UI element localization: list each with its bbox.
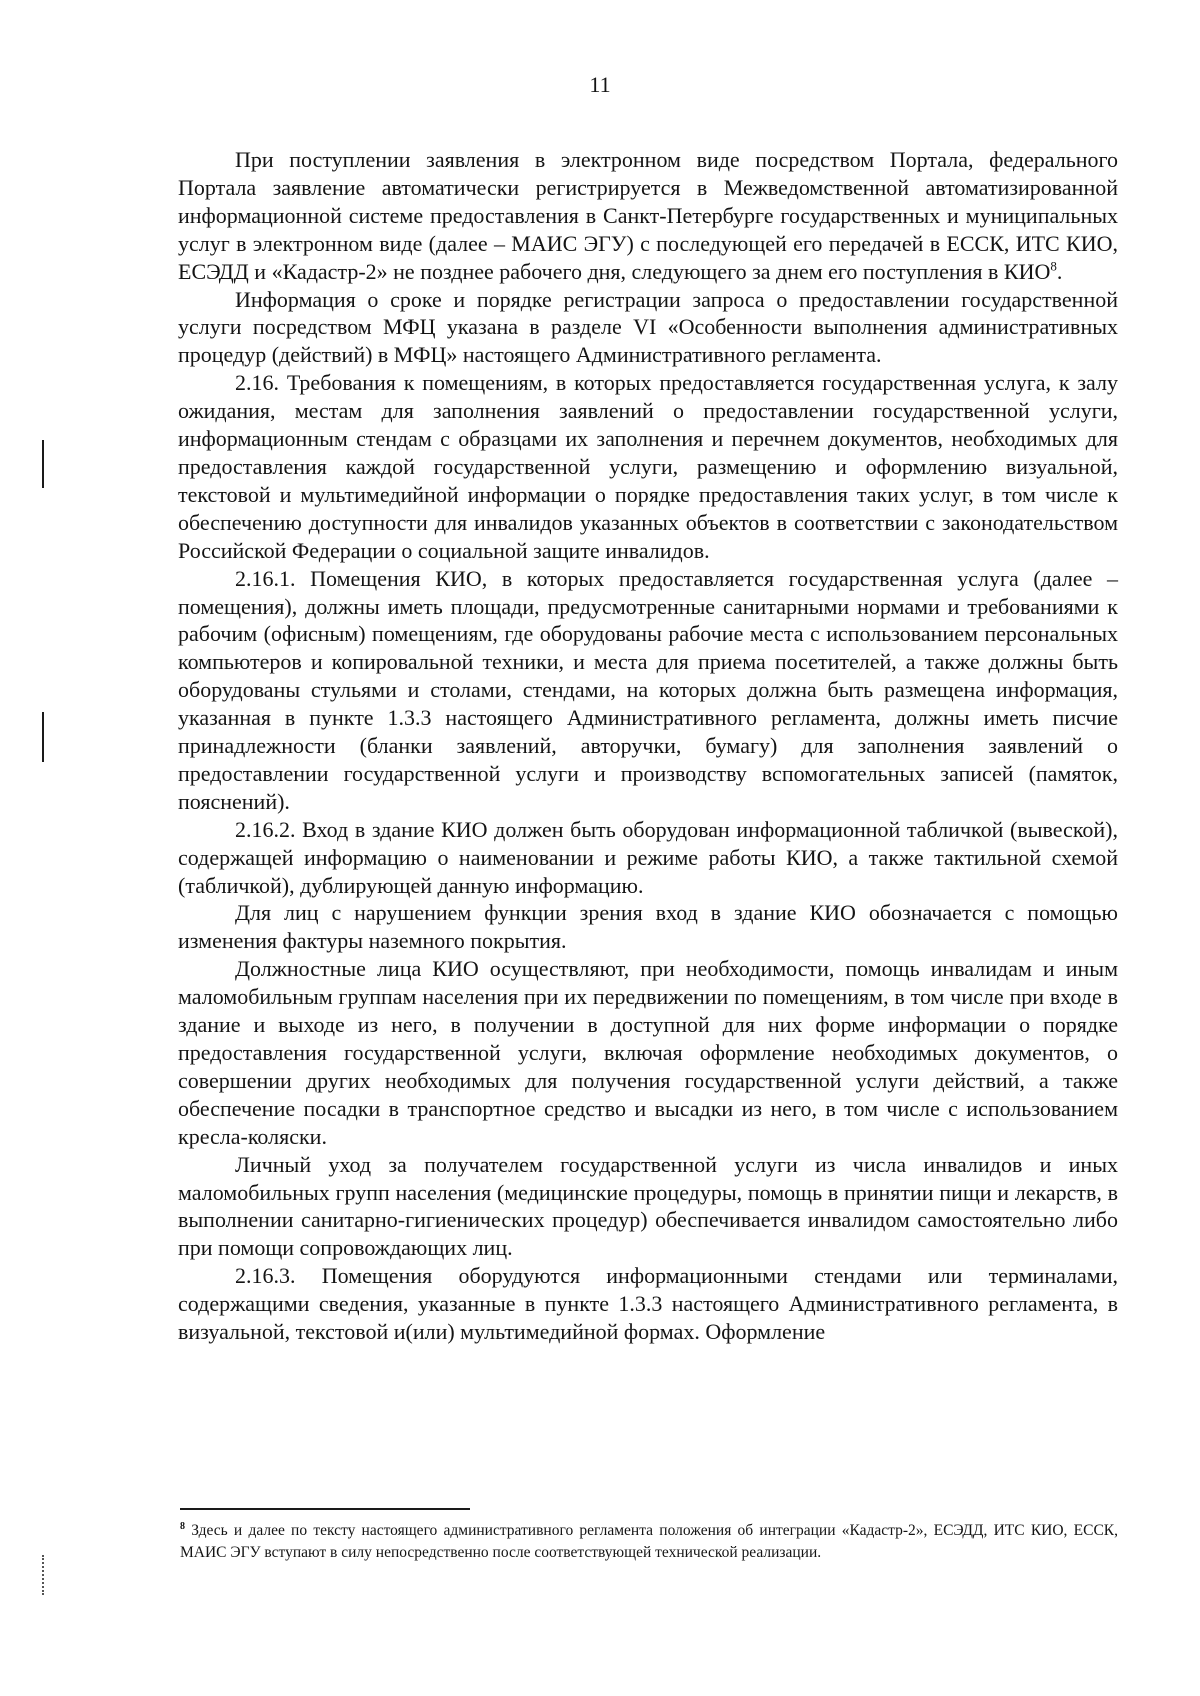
paragraph-vision-impaired: Для лиц с нарушением функции зрения вход в здание КИО обозначается с помощью изменения фактуры наземного покрытия.: [178, 900, 1118, 954]
footnote-reference[interactable]: 8: [1050, 258, 1057, 274]
scan-margin-mark: [42, 712, 44, 762]
footnote-divider: [180, 1508, 470, 1510]
footnote-mark: 8: [180, 1520, 185, 1532]
paragraph-2-16-1: 2.16.1. Помещения КИО, в которых предоставляется государственная услуга (далее – помещения), должны иметь площади, предусмотренные санитарными нормами и требованиями к рабочим (офисным) помещениям, где оборудованы рабочие места с использованием персональных компьютеров и копировальной техники, и места для приема посетителей, а также должны быть оборудованы стульями и столами, стендами, на которых должна быть размещена информация, указанная в пункте 1.3.3 настоящего Административного регламента, должны иметь писчие принадлежности (бланки заявлений, авторучки, бумагу) для заполнения заявлений о предоставлении государственной услуги и производству вспомогательных записей (памяток, пояснений).: [178, 565, 1118, 814]
paragraph-2-16-2: 2.16.2. Вход в здание КИО должен быть оборудован информационной табличкой (вывеской), содержащей информацию о наименовании и режиме работы КИО, а также тактильной схемой (табличкой), дублирующей данную информацию.: [178, 816, 1118, 898]
footnote-text: $^8$ Здесь и далее по тексту настоящего административного регламента положения об интеграции «Кадастр-2», ЕСЭДД, ИТС КИО, ЕССК, МАИС ЭГУ вступают в силу непосредственно после соответствующей технической реализации.: [180, 1520, 1118, 1561]
paragraph-2-16-3: 2.16.3. Помещения оборудуются информационными стендами или терминалами, содержащими сведения, указанные в пункте 1.3.3 настоящего Административного регламента, в визуальной, текстовой и(или) мультимедийной формах. Оформление: [178, 1263, 1118, 1345]
body-text: [178, 146, 1118, 1346]
paragraph-portal-registration: При поступлении заявления в электронном виде посредством Портала, федерального Портала заявление автоматически регистрируется в Межведомственной автоматизированной информационной системе предоставления в Санкт-Петербурге государственных и муниципальных услуг в электронном виде (далее – МАИС ЭГУ) с последующей его передачей в ЕССК, ИТС КИО, ЕСЭДД и «Кадастр-2» не позднее рабочего дня, следующего за днем его поступления в КИО$^8$.: [178, 147, 1118, 284]
scan-margin-dots: [42, 1555, 46, 1595]
scan-margin-mark: [42, 440, 44, 488]
paragraph-officials-assistance: Должностные лица КИО осуществляют, при необходимости, помощь инвалидам и иным маломобильным группам населения при их передвижении по помещениям, в том числе при входе в здание и выходе из него, в получении в доступной для них форме информации о порядке предоставления государственной услуги, включая оформление необходимых документов, о совершении других необходимых для получения государственной услуги действий, а также обеспечение посадки в транспортное средство и высадки из него, в том числе с использованием кресла-коляски.: [178, 956, 1118, 1149]
page-number: 11: [589, 72, 611, 97]
paragraph-2-16: 2.16. Требования к помещениям, в которых предоставляется государственная услуга, к залу ожидания, местам для заполнения заявлений о предоставлении государственной услуги, информационным стендам с образцами их заполнения и перечнем документов, необходимых для предоставления каждой государственной услуги, размещению и оформлению визуальной, текстовой и мультимедийной информации о порядке предоставления таких услуг, в том числе к обеспечению доступности для инвалидов указанных объектов в соответствии с законодательством Российской Федерации о социальной защите инвалидов.: [178, 370, 1118, 563]
paragraph-personal-care: Личный уход за получателем государственной услуги из числа инвалидов и иных маломобильных групп населения (медицинские процедуры, помощь в принятии пищи и лекарств, в выполнении санитарно-гигиенических процедур) обеспечивается инвалидом самостоятельно либо при помощи сопровождающих лиц.: [178, 1151, 1118, 1261]
footnote: [180, 1520, 1118, 1564]
paragraph-mfc-info: Информация о сроке и порядке регистрации запроса о предоставлении государственной услуги посредством МФЦ указана в разделе VI «Особенности выполнения административных процедур (действий) в МФЦ» настоящего Административного регламента.: [178, 286, 1118, 368]
